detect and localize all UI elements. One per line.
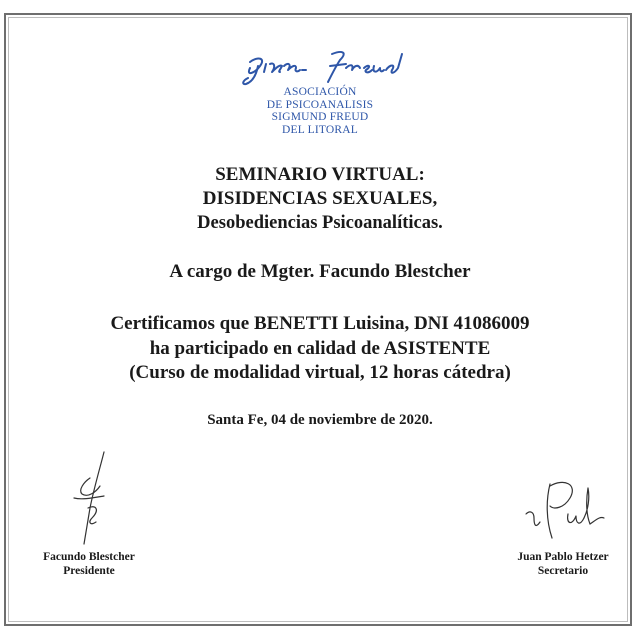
title-line-1: SEMINARIO VIRTUAL:	[215, 164, 425, 185]
association-logo	[232, 48, 408, 153]
logo-line-2: DE PSICOANALISIS	[266, 98, 374, 111]
president-role: Presidente	[63, 565, 115, 577]
president-signature	[60, 448, 120, 548]
title-line-2: DISIDENCIAS SEXUALES,	[202, 188, 438, 209]
cert-line-1: Certificamos que BENETTI Luisina, DNI 41086009	[110, 313, 530, 334]
logo-line-1: ASOCIACIÓN	[283, 86, 357, 98]
secretary-name: Juan Pablo Hetzer	[517, 551, 609, 563]
signatory-president	[14, 550, 164, 578]
place-and-date: Santa Fe, 04 de noviembre de 2020.	[207, 412, 433, 428]
cert-line-2: ha participado en calidad de ASISTENTE	[149, 337, 491, 359]
signatory-secretary	[488, 550, 638, 578]
title-line-3: Desobediencias Psicoanalíticas.	[197, 213, 443, 233]
certification-statement	[0, 312, 640, 386]
freud-signature-logo	[236, 48, 408, 88]
president-name: Facundo Blestcher	[43, 551, 135, 563]
lecturer-line: A cargo de Mgter. Facundo Blestcher	[169, 261, 471, 282]
secretary-signature	[520, 470, 610, 550]
logo-line-3: SIGMUND FREUD	[271, 111, 369, 123]
secretary-role: Secretario	[537, 565, 589, 577]
logo-line-4: DEL LITORAL	[282, 123, 358, 136]
seminar-title	[0, 163, 640, 235]
cert-line-3: (Curso de modalidad virtual, 12 horas cátedra)	[129, 362, 511, 383]
